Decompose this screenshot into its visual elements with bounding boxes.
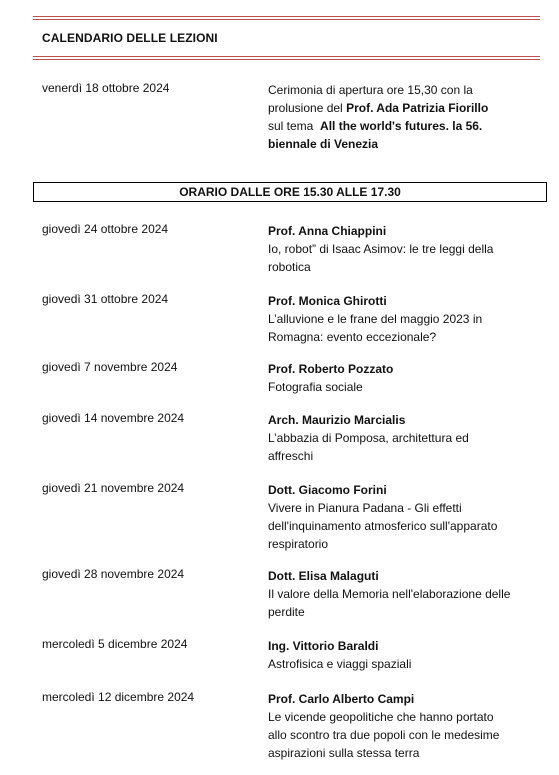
lecture-date: giovedì 14 novembre 2024 bbox=[42, 411, 185, 425]
lecture-topic-line: dell'inquinamento atmosferico sull'apparato bbox=[268, 519, 498, 533]
opening-speaker: Prof. Ada Patrizia Fiorillo bbox=[346, 101, 489, 115]
lecture-details bbox=[268, 292, 550, 346]
opening-line-3 bbox=[268, 117, 550, 135]
lecture-speaker: Prof. Anna Chiappini bbox=[268, 224, 387, 238]
lecture-topic-line: aspirazioni sulla stessa terra bbox=[268, 746, 420, 760]
lecture-details bbox=[268, 222, 550, 276]
lecture-details bbox=[268, 567, 550, 621]
opening-theme: All the world's futures. la 56. bbox=[320, 119, 483, 133]
opening-line-3-text: sul tema bbox=[268, 119, 321, 133]
lecture-date: giovedì 24 ottobre 2024 bbox=[42, 222, 169, 236]
lecture-topic-line: perdite bbox=[268, 605, 305, 619]
lecture-speaker: Prof. Roberto Pozzato bbox=[268, 362, 394, 376]
lecture-date: giovedì 7 novembre 2024 bbox=[42, 360, 178, 374]
opening-line-4: biennale di Venezia bbox=[268, 137, 379, 151]
lecture-speaker: Dott. Elisa Malaguti bbox=[268, 569, 379, 583]
lecture-details bbox=[268, 690, 550, 762]
opening-line-2-text: prolusione del bbox=[268, 101, 347, 115]
opening-line-1: Cerimonia di apertura ore 15,30 con la bbox=[268, 83, 473, 97]
lecture-details bbox=[268, 360, 550, 396]
lecture-details bbox=[268, 637, 550, 673]
lecture-speaker: Dott. Giacomo Forini bbox=[268, 483, 387, 497]
opening-description bbox=[268, 81, 550, 153]
lecture-topic-line: Astrofisica e viaggi spaziali bbox=[268, 657, 412, 671]
header-top-rule bbox=[33, 16, 540, 20]
lecture-topic-line: affreschi bbox=[268, 449, 314, 463]
lecture-date: giovedì 31 ottobre 2024 bbox=[42, 292, 169, 306]
header-bottom-rule bbox=[33, 56, 540, 60]
lecture-topic-line: respiratorio bbox=[268, 537, 329, 551]
lecture-topic-line: Vivere in Pianura Padana - Gli effetti bbox=[268, 501, 462, 515]
lecture-speaker: Prof. Carlo Alberto Campi bbox=[268, 692, 415, 706]
lecture-speaker: Arch. Maurizio Marcialis bbox=[268, 413, 406, 427]
lecture-date: mercoledì 12 dicembre 2024 bbox=[42, 690, 195, 704]
lecture-details bbox=[268, 481, 550, 553]
opening-date: venerdì 18 ottobre 2024 bbox=[42, 81, 170, 95]
lecture-date: giovedì 21 novembre 2024 bbox=[42, 481, 185, 495]
opening-line-2 bbox=[268, 99, 550, 117]
lecture-topic-line: L’abbazia di Pomposa, architettura ed bbox=[268, 431, 469, 445]
lecture-topic-line: allo scontro tra due popoli con le medesime bbox=[268, 728, 500, 742]
lecture-topic-line: Fotografia sociale bbox=[268, 380, 363, 394]
lecture-topic-line: Il valore della Memoria nell'elaborazione delle bbox=[268, 587, 511, 601]
lecture-speaker: Prof. Monica Ghirotti bbox=[268, 294, 387, 308]
lecture-details bbox=[268, 411, 550, 465]
lecture-speaker: Ing. Vittorio Baraldi bbox=[268, 639, 379, 653]
lecture-topic-line: robotica bbox=[268, 260, 311, 274]
page-title: CALENDARIO DELLE LEZIONI bbox=[42, 31, 218, 45]
lecture-date: mercoledì 5 dicembre 2024 bbox=[42, 637, 188, 651]
schedule-banner: ORARIO DALLE ORE 15.30 ALLE 17.30 bbox=[33, 182, 547, 202]
lecture-topic-line: Io, robot” di Isaac Asimov: le tre leggi della bbox=[268, 242, 494, 256]
lecture-topic-line: L’alluvione e le frane del maggio 2023 in bbox=[268, 312, 483, 326]
lecture-topic-line: Romagna: evento eccezionale? bbox=[268, 330, 437, 344]
lecture-date: giovedì 28 novembre 2024 bbox=[42, 567, 185, 581]
lecture-topic-line: Le vicende geopolitiche che hanno portato bbox=[268, 710, 494, 724]
